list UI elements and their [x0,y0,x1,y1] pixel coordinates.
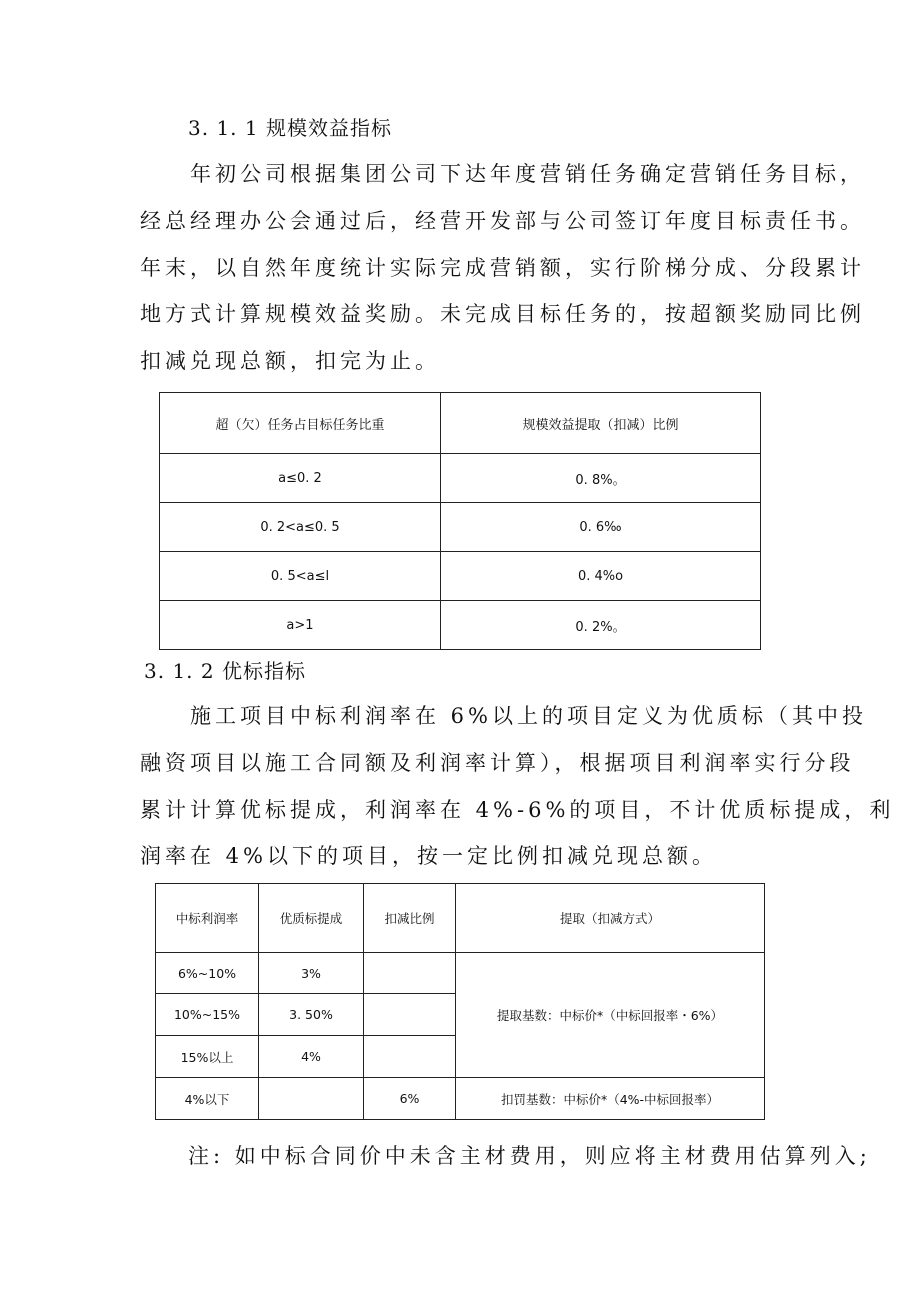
table-cell: a>1 [160,601,441,650]
paragraph-1-line-3: 年末，以自然年度统计实际完成营销额，实行阶梯分成、分段累计 [140,256,865,280]
table-header-cell: 扣减比例 [364,884,456,953]
table-header-cell: 超（欠）任务占目标任务比重 [160,393,441,454]
paragraph-1-line-5: 扣减兑现总额，扣完为止。 [140,349,440,373]
table-header-cell: 提取（扣减方式） [456,884,765,953]
table-cell [259,1078,364,1120]
table-header-cell: 规模效益提取（扣减）比例 [441,393,761,454]
table-cell: 0. 2<a≤0. 5 [160,503,441,552]
table-row [160,552,761,601]
paragraph-2-line-1: 施工项目中标利润率在 6%以上的项目定义为优质标（其中投 [190,704,867,728]
table-row [156,953,765,994]
table-cell: 4% [259,1036,364,1078]
table-cell: 0. 5<a≤l [160,552,441,601]
table-cell [364,1036,456,1078]
paragraph-1-line-1: 年初公司根据集团公司下达年度营销任务确定营销任务目标， [190,162,865,186]
table-header-cell: 优质标提成 [259,884,364,953]
table-cell: 3% [259,953,364,994]
penalty-formula-cell: 扣罚基数：中标价*（4%-中标回报率） [456,1078,765,1120]
table-header-row [156,884,765,953]
table-cell: 3. 50% [259,994,364,1036]
table-cell [364,953,456,994]
paragraph-1-line-2: 经总经理办公会通过后，经营开发部与公司签订年度目标责任书。 [140,209,865,233]
table-cell [364,994,456,1036]
premium-bid-table [155,883,765,1120]
table-cell: 6% [364,1078,456,1120]
paragraph-2-line-4: 润率在 4%以下的项目，按一定比例扣减兑现总额。 [140,844,717,868]
table-cell: 4%以下 [156,1078,259,1120]
note-text: 注: 如中标合同价中未含主材费用，则应将主材费用估算列入; [188,1144,871,1168]
table-header-row [160,393,761,454]
table-cell: 6%~10% [156,953,259,994]
section-1-heading: 3. 1. 1 规模效益指标 [188,116,392,140]
table-cell: 0. 8%。 [441,454,761,503]
table-cell: 0. 2%。 [441,601,761,650]
scale-benefit-table [159,392,761,650]
table-row [156,1078,765,1120]
table-row [160,503,761,552]
table-header-cell: 中标利润率 [156,884,259,953]
paragraph-2-line-2: 融资项目以施工合同额及利润率计算），根据项目利润率实行分段 [140,751,855,775]
table-row [160,454,761,503]
merged-formula-cell: 提取基数：中标价*（中标回报率・6%） [456,953,765,1078]
table-cell: 10%~15% [156,994,259,1036]
table-cell: a≤0. 2 [160,454,441,503]
table-cell: 15%以上 [156,1036,259,1078]
section-2-heading: 3. 1. 2 优标指标 [144,659,306,683]
table-row [160,601,761,650]
paragraph-2-line-3: 累计计算优标提成，利润率在 4%-6%的项目，不计优质标提成，利 [140,798,895,822]
paragraph-1-line-4: 地方式计算规模效益奖励。未完成目标任务的，按超额奖励同比例 [140,302,865,326]
table-cell: 0. 4%o [441,552,761,601]
table-cell: 0. 6‰ [441,503,761,552]
